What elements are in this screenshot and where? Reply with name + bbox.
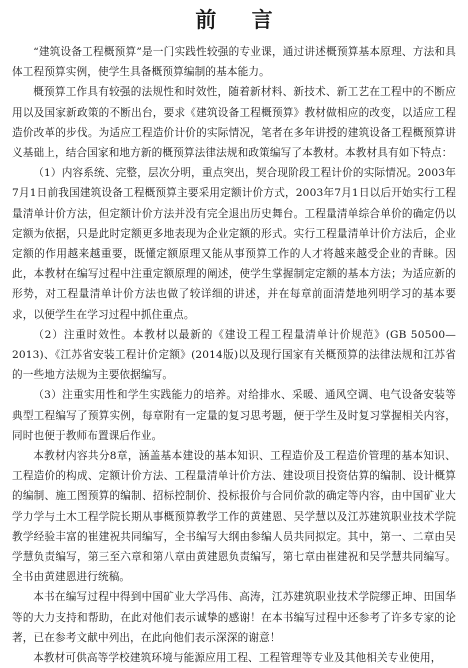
page-title: 前 言 xyxy=(195,8,287,32)
preface-body xyxy=(12,42,456,668)
paragraph-feature-3: （3）注重实用性和学生实践能力的培养。对给排水、采暖、通风空调、电气设备安装等典型工程编写了预算实例，每章附有一定量的复习思考题，便于学生及时复习掌握相关内容，同时也便于教师布置课后作业。 xyxy=(12,389,456,442)
paragraph-contents-authors: 本教材内容共分8章，涵盖基本建设的基本知识、工程造价及工程造价管理的基本知识、工程造价的构成、定额计价方法、工程量清单计价方法、建设项目投资估算的编制、设计概算的编制、施工图预算的编制、招标控制价、投标报价与合同价款的确定等内容，由中国矿业大学力学与土木工程学院长期从事概预算教学工作的黄建恩、吴学慧以及江苏建筑职业技术学院教学经验丰富的崔建祝共同编写，全书编写大纲由参编人员共同拟定。其中，第一、二章由吴学慧负责编写，第三至六章和第八章由黄建恩负责编写，第七章由崔建祝和吴学慧共同编写。全书由黄建恩进行统稿。 xyxy=(12,450,456,584)
paragraph-intro: “建筑设备工程概预算”是一门实践性较强的专业课，通过讲述概预算基本原理、方法和具体工程预算实例，使学生具备概预算编制的基本能力。 xyxy=(12,46,456,79)
paragraph-feature-2: （2）注重时效性。本教材以最新的《建设工程工程量清单计价规范》(GB 50500—2013)、《江苏省安装工程计价定额》(2014版)以及现行国家有关概预算的法律法规和江苏省的一些地方法规为主要依据编写。 xyxy=(12,328,456,382)
paragraph-background: 概预算工作具有较强的法规性和时效性，随着新材料、新技术、新工艺在工程中的不断应用以及国家新政策的不断出台，要求《建筑设备工程概预算》教材做相应的改变，以适应工程造价改革的步伐。为适应工程造价计价的实际情况，笔者在多年讲授的建筑设备工程概预算讲义基础上，结合国家和地方新的概预算法律法规和政策编写了本教材。本教材具有如下特点： xyxy=(12,86,456,160)
paragraph-usage: 本教材可供高等学校建筑环境与能源应用工程、工程管理等专业及其他相关专业使用， xyxy=(33,652,442,665)
paragraph-acknowledgements: 本书在编写过程中得到中国矿业大学冯伟、高涛，江苏建筑职业技术学院缪正坤、田国华等的大力支持和帮助，在此对他们表示诚挚的感谢！在本书编写过程中还参考了许多专家的论著，已在参考文献中列出，在此向他们表示深深的谢意！ xyxy=(12,591,456,644)
paragraph-feature-1: （1）内容系统、完整，层次分明，重点突出，契合现阶段工程计价的实际情况。2003年7月1日前我国建筑设备工程概预算主要采用定额计价方式，2003年7月1日以后开始实行工程量清单计价方法，但定额计价方法并没有完全退出历史舞台。工程量清单综合单价的确定仍以定额为依据，只是此时定额更多地表现为企业定额的形式。实行工程量清单计价方法后，企业定额的作用越来越重要，既懂定额原理又能从事预算工作的人才将越来越受企业的青睐。因此，本教材在编写过程中注重定额原理的阐述，使学生掌握制定定额的基本方法；为适应新的形势，对工程量清单计价方法也做了较详细的讲述，并在每章前面清楚地列明学习的基本要求，以便学生在学习过程中抓住重点。 xyxy=(12,167,456,321)
